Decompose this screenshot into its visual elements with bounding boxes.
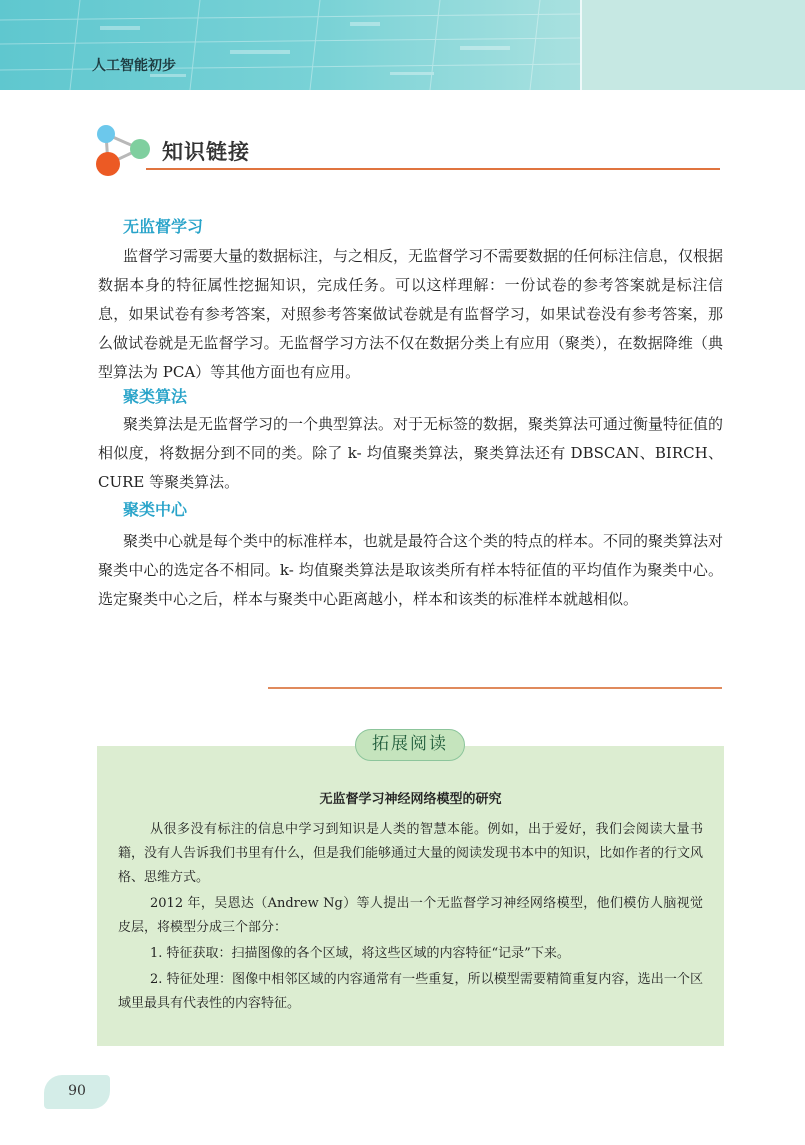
page-number: 90 — [68, 1083, 86, 1099]
extended-reading-label: 拓展阅读 — [355, 729, 465, 761]
subheading-unsupervised-learning: 无监督学习 — [123, 217, 204, 236]
paragraph-cluster-center: 聚类中心就是每个类中的标准样本，也就是最符合这个类的特点的样本。不同的聚类算法对聚类中心的选定各不相同。k- 均值聚类算法是取该类所有样本特征值的平均值作为聚类中心。选定聚类中心之后，样本与聚类中心距离越小，样本和该类的标准样本就越相似。 — [98, 532, 724, 608]
book-title: 人工智能初步 — [92, 58, 176, 74]
reading-list-item-2: 2. 特征处理：图像中相邻区域的内容通常有一些重复，所以模型需要精简重复内容，选出一个区域里最具有代表性的内容特征。 — [118, 972, 703, 1011]
section-divider — [268, 687, 722, 689]
paragraph-clustering-algorithm: 聚类算法是无监督学习的一个典型算法。对于无标签的数据，聚类算法可通过衡量特征值的相似度，将数据分到不同的类。除了 k- 均值聚类算法，聚类算法还有 DBSCAN、BIRCH、CURE 等聚类算法。 — [98, 415, 724, 491]
extended-reading-title: 无监督学习神经网络模型的研究 — [319, 792, 502, 807]
paragraph-unsupervised-learning: 监督学习需要大量的数据标注，与之相反，无监督学习不需要数据的任何标注信息，仅根据数据本身的特征属性挖掘知识，完成任务。可以这样理解：一份试卷的参考答案就是标注信息，如果试卷有参考答案，对照参考答案做试卷就是有监督学习，如果试卷没有参考答案，那么做试卷就是无监督学习。无监督学习方法不仅在数据分类上有应用（聚类），在数据降维（典型算法为 PCA）等其他方面也有应用。 — [98, 247, 724, 381]
subheading-cluster-center: 聚类中心 — [123, 500, 188, 519]
reading-list-item-1: 1. 特征获取：扫描图像的各个区域，将这些区域的内容特征“记录”下来。 — [150, 946, 570, 961]
reading-paragraph-1: 从很多没有标注的信息中学习到知识是人类的智慧本能。例如，出于爱好，我们会阅读大量书籍，没有人告诉我们书里有什么，但是我们能够通过大量的阅读发现书本中的知识，比如作者的行文风格、思维方式。 — [118, 822, 704, 885]
molecule-icon — [92, 124, 152, 180]
page-header — [0, 0, 805, 90]
section-title-rule — [146, 168, 720, 170]
section-title: 知识链接 — [162, 140, 250, 164]
reading-paragraph-2: 2012 年，吴恩达（Andrew Ng）等人提出一个无监督学习神经网络模型，他们模仿人脑视觉皮层，将模型分成三个部分： — [118, 896, 703, 935]
header-right-block — [582, 0, 805, 90]
subheading-clustering-algorithm: 聚类算法 — [123, 387, 188, 406]
tech-background-pattern — [0, 0, 580, 90]
